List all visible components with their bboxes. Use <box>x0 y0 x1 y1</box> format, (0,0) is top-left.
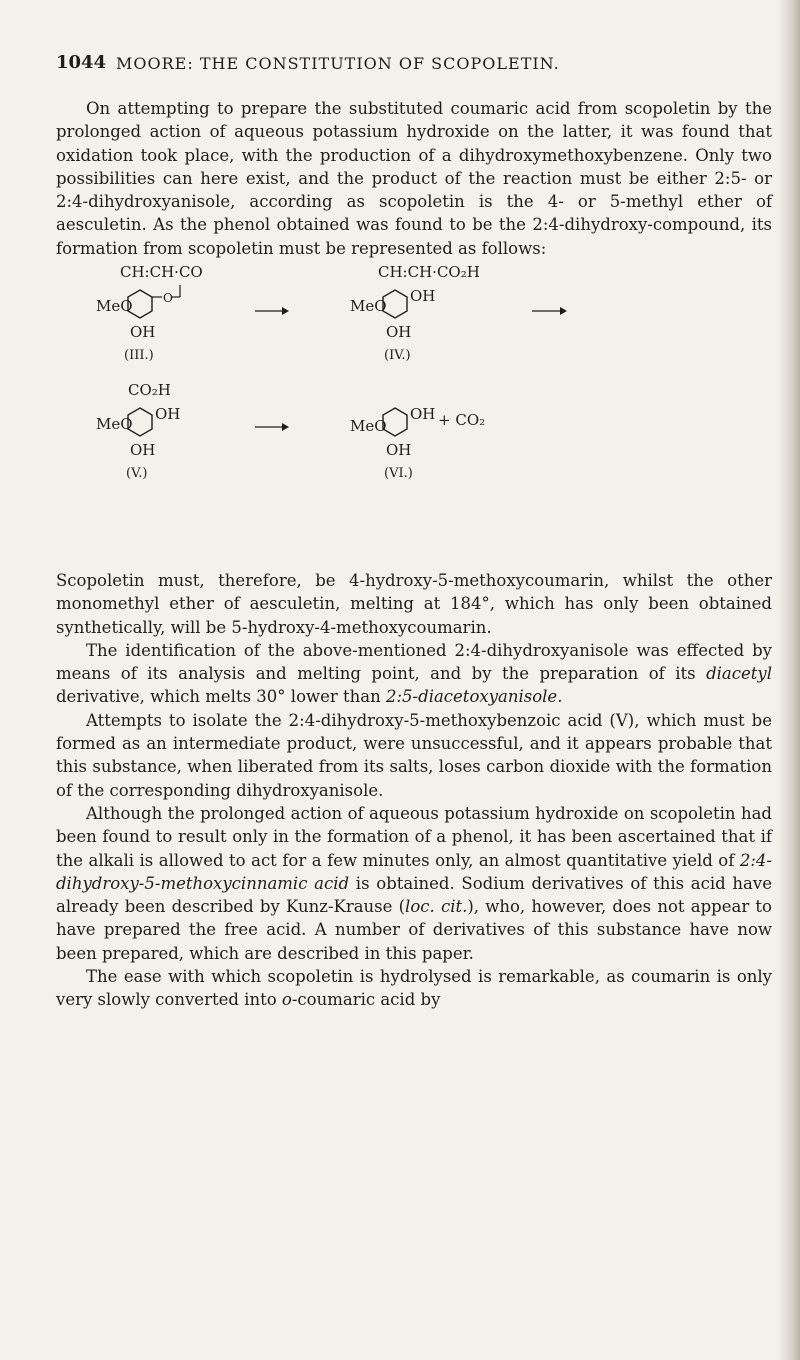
s3-ring-oxygen: O <box>163 291 173 305</box>
s3-top-chain: CH:CH·CO <box>120 263 203 281</box>
s5-hydroxyl: OH <box>130 441 156 459</box>
s6-benzene-ring <box>383 408 407 436</box>
structure-iii <box>96 263 203 363</box>
s5-label: (V.) <box>126 466 148 481</box>
paragraph-attempts: Attempts to isolate the 2:4-dihydroxy-5-methoxybenzoic acid (V), which must be formed as an intermediate product, were unsuccessful, and it appears probable that this substance, when liberated from its salts, loses carbon dioxide with the formation of the corresponding dihydroxyanisole. <box>56 710 772 800</box>
s4-benzene-ring <box>383 290 407 318</box>
paragraph-intro: On attempting to prepare the substituted coumaric acid from scopoletin by the prolonged action of aqueous potassium hydroxide on the latter, it was found that oxidation took place, with the production of a dihydroxymethoxybenzene. Only two possibilities can here exist, and the product of the reaction must be either 2:5- or 2:4-dihydroxyanisole, according as scopoletin is the 4- or 5-methyl ether of aesculetin. As the phenol obtained was found to be the 2:4-dihydroxy-compound, its formation from scopoletin must be represented as follows: <box>56 99 772 258</box>
s6-hydroxyl: OH <box>386 441 412 459</box>
s4-top-chain: CH:CH·CO₂H <box>378 263 480 281</box>
structure-iv <box>350 263 480 363</box>
s4-label: (IV.) <box>384 348 411 363</box>
paragraph-hydrolysis: The ease with which scopoletin is hydrolysed is remarkable, as coumarin is only very slowly converted into o-coumaric acid by <box>56 967 772 1010</box>
s4-side-hydroxyl: OH <box>410 287 436 305</box>
s6-carbon-dioxide: + CO₂ <box>438 411 486 429</box>
paragraph-identification: The identification of the above-mentioned 2:4-dihydroxyanisole was effected by means of its analysis and melting point, and by the preparation of its diacetyl derivative, which melts 30° lower than 2:5-diacetoxyanisole. <box>56 640 772 707</box>
s5-top-chain: CO₂H <box>128 381 171 399</box>
arrow-1 <box>255 307 289 315</box>
s6-label: (VI.) <box>384 466 413 481</box>
page-edge-shadow <box>778 0 800 1360</box>
s4-hydroxyl: OH <box>386 323 412 341</box>
s3-label: (III.) <box>124 348 154 363</box>
page-number: 1044 <box>56 52 107 73</box>
arrow-2 <box>532 307 567 315</box>
running-title: MOORE: THE CONSTITUTION OF SCOPOLETIN. <box>116 54 560 73</box>
s3-methoxy: MeO <box>96 297 133 315</box>
reaction-scheme <box>96 263 720 563</box>
s5-side-hydroxyl: OH <box>155 405 181 423</box>
italic-diacetyl: diacetyl <box>706 664 772 684</box>
italic-cinnamic-acid: 2:4-dihydroxy-5-methoxycinnamic acid <box>56 850 772 893</box>
structure-vi <box>350 405 485 481</box>
paragraph-conclusion: Scopoletin must, therefore, be 4-hydroxy-5-methoxycoumarin, whilst the other monomethyl ether of aesculetin, melting at 184°, which has only been obtained synthetically, will be 5-hydroxy-4-methoxycoumarin. <box>56 571 772 637</box>
arrow-3 <box>255 423 289 431</box>
s6-methoxy: MeO <box>350 417 387 435</box>
s5-methoxy: MeO <box>96 415 133 433</box>
s3-hydroxyl: OH <box>130 323 156 341</box>
body-text <box>56 569 772 1012</box>
s6-side-hydroxyl: OH <box>410 405 436 423</box>
italic-ortho: o <box>281 990 292 1010</box>
italic-diacetoxyanisole: 2:5-diacetoxyanisole. <box>386 687 563 707</box>
page-header <box>56 52 746 82</box>
structure-v <box>96 381 180 481</box>
italic-loc-cit: loc. cit. <box>405 897 468 917</box>
s4-methoxy: MeO <box>350 297 387 315</box>
paragraph-cinnamic-acid: Although the prolonged action of aqueous potassium hydroxide on scopoletin had been found to result only in the formation of a phenol, it has been ascertained that if the alkali is allowed to act for a few minutes only, an almost quantitative yield of 2:4-dihydroxy-5-methoxycinnamic acid is obtained. Sodium derivatives of this acid have already been described by Kunz-Krause (loc. cit.), who, however, does not appear to have prepared the free acid. A number of derivatives of this substance have now been prepared, which are described in this paper. <box>56 803 772 963</box>
